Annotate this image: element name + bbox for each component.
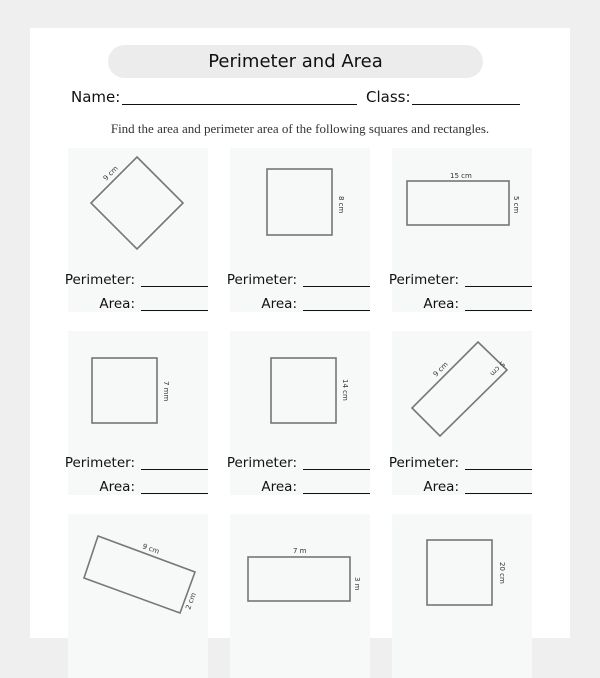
length-label: 9 cm — [141, 542, 161, 556]
side-label: 14 cm — [341, 379, 349, 401]
perimeter-answer-field[interactable] — [303, 455, 370, 470]
length-label: 7 m — [293, 547, 307, 555]
perimeter-answer-field[interactable] — [141, 455, 208, 470]
length-label: 15 cm — [450, 172, 472, 180]
perimeter-label: Perimeter: — [64, 455, 135, 471]
name-field[interactable] — [122, 88, 357, 105]
area-label: Area: — [99, 479, 135, 495]
width-label: 5 cm — [488, 359, 507, 378]
area-label: Area: — [261, 296, 297, 312]
side-label: 7 mm — [162, 381, 170, 402]
length-label: 9 cm — [431, 360, 450, 379]
tilted-rectangle-shape — [68, 514, 208, 678]
perimeter-label: Perimeter: — [388, 272, 459, 288]
area-answer-field[interactable] — [303, 296, 370, 311]
perimeter-answer-field[interactable] — [303, 272, 370, 287]
perimeter-answer-field[interactable] — [465, 455, 532, 470]
area-answer-field[interactable] — [465, 479, 532, 494]
perimeter-label: Perimeter: — [388, 455, 459, 471]
side-label: 20 cm — [498, 562, 506, 584]
class-label: Class: — [366, 88, 411, 106]
problem-card-9 — [392, 514, 532, 678]
perimeter-answer-field[interactable] — [465, 272, 532, 287]
area-label: Area: — [261, 479, 297, 495]
perimeter-answer-field[interactable] — [141, 272, 208, 287]
width-label: 2 cm — [184, 591, 198, 611]
side-label: 8 cm — [337, 196, 345, 214]
area-answer-field[interactable] — [465, 296, 532, 311]
area-answer-field[interactable] — [303, 479, 370, 494]
square-shape — [392, 514, 532, 678]
perimeter-label: Perimeter: — [226, 455, 297, 471]
class-field[interactable] — [412, 88, 520, 105]
worksheet-title: Perimeter and Area — [108, 45, 483, 78]
width-label: 5 cm — [512, 196, 520, 214]
area-answer-field[interactable] — [141, 479, 208, 494]
area-label: Area: — [423, 479, 459, 495]
area-label: Area: — [99, 296, 135, 312]
name-label: Name: — [71, 88, 121, 106]
area-answer-field[interactable] — [141, 296, 208, 311]
instructions: Find the area and perimeter area of the following squares and rectangles. — [110, 121, 490, 136]
perimeter-label: Perimeter: — [226, 272, 297, 288]
worksheet-page — [30, 28, 570, 638]
area-label: Area: — [423, 296, 459, 312]
width-label: 3 m — [353, 577, 361, 591]
rectangle-shape — [230, 514, 370, 678]
problem-card-8 — [230, 514, 370, 678]
perimeter-label: Perimeter: — [64, 272, 135, 288]
side-label: 9 cm — [101, 164, 120, 183]
problem-card-7 — [68, 514, 208, 678]
